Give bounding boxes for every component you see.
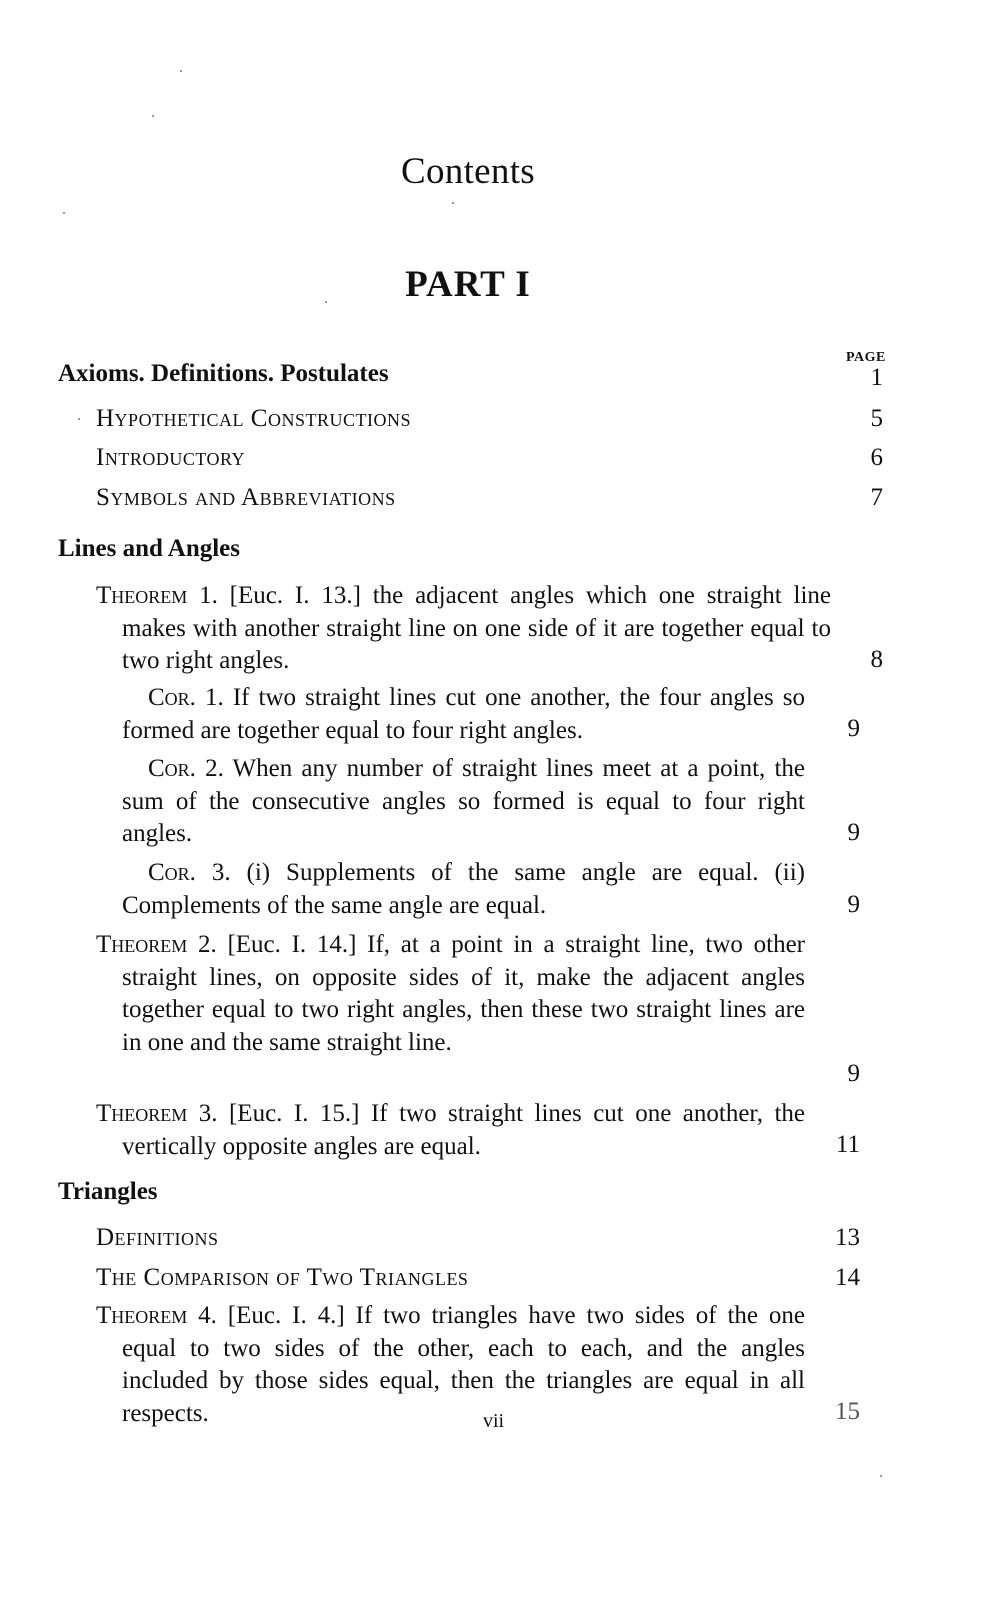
entry-text: [Euc. I. 13.] the adjacent angles which one straight line makes with another straight line on one side of it are together equal to two right angles. [122, 582, 831, 674]
entry-text: [Euc. I. 4.] If two triangles have two sides of the one equal to two sides of the other, each to each, and the angles included by those sides equal, then the triangles are equal in all respects. [122, 1302, 805, 1427]
page-title: Contents [401, 151, 535, 192]
toc-entry-theorem-3 [96, 1098, 805, 1163]
scan-speck [180, 70, 182, 72]
toc-entry-cor-3 [122, 857, 805, 922]
entry-introductory: Introductory [96, 444, 246, 471]
entry-definitions: Definitions [96, 1224, 219, 1251]
scan-speck [78, 418, 80, 420]
page-number: 9 [847, 1060, 860, 1087]
entry-label: Theorem 1. [96, 582, 218, 609]
entry-label: Theorem 3. [96, 1100, 218, 1127]
scan-speck [325, 301, 327, 303]
toc-entry-cor-2 [122, 753, 805, 851]
entry-label: Cor. 3. [148, 859, 231, 886]
page-column-header: PAGE [846, 350, 886, 365]
page-number: 7 [870, 484, 883, 511]
entry-label: Theorem 4. [96, 1302, 217, 1329]
page-number: 11 [835, 1131, 860, 1158]
page-number: 1 [870, 364, 883, 391]
toc-entry-theorem-1 [96, 580, 831, 678]
entry-text: When any number of straight lines meet at a point, the sum of the consecutive angles so formed is equal to four right angles. [122, 755, 805, 847]
entry-hypothetical-constructions: Hypothetical Constructions [96, 405, 411, 432]
page-number: 14 [835, 1264, 860, 1291]
page-number: 15 [835, 1398, 860, 1425]
scan-speck [152, 115, 154, 117]
scan-speck [63, 212, 65, 214]
page-number: 8 [870, 646, 883, 673]
page-number: 13 [835, 1224, 860, 1251]
entry-text: [Euc. I. 14.] If, at a point in a straight line, two other straight lines, on opposite sides of it, make the adjacent angles together equal to two right angles, then these two straight lines are in one and the same straight line. [122, 931, 805, 1056]
page-number: 9 [847, 819, 860, 846]
page-folio: vii [483, 1410, 505, 1432]
entry-symbols-abbreviations: Symbols and Abbreviations [96, 484, 396, 511]
entry-label: Cor. 2. [148, 755, 224, 782]
entry-text: If two straight lines cut one another, the four angles so formed are together equal to four right angles. [122, 684, 805, 744]
toc-entry-theorem-4 [96, 1300, 805, 1430]
section-heading-lines-angles: Lines and Angles [58, 535, 241, 562]
entry-text: [Euc. I. 15.] If two straight lines cut one another, the vertically opposite angles are equal. [122, 1100, 805, 1160]
entry-label: Cor. 1. [148, 684, 224, 711]
part-heading: PART I [405, 264, 531, 305]
page-number: 9 [847, 891, 860, 918]
entry-comparison-two-triangles: The Comparison of Two Triangles [96, 1264, 469, 1291]
page-number: 9 [847, 715, 860, 742]
entry-text: (i) Supplements of the same angle are equal. (ii) Complements of the same angle are equal. [122, 859, 805, 919]
page-number: 5 [870, 405, 883, 432]
scan-speck [452, 202, 454, 204]
section-heading-triangles: Triangles [58, 1178, 158, 1205]
scan-speck [880, 1475, 882, 1477]
toc-entry-theorem-2 [96, 929, 805, 1059]
page-number: 6 [870, 444, 883, 471]
entry-label: Theorem 2. [96, 931, 217, 958]
section-heading-axioms: Axioms. Definitions. Postulates [58, 360, 389, 387]
toc-entry-cor-1 [122, 682, 805, 747]
